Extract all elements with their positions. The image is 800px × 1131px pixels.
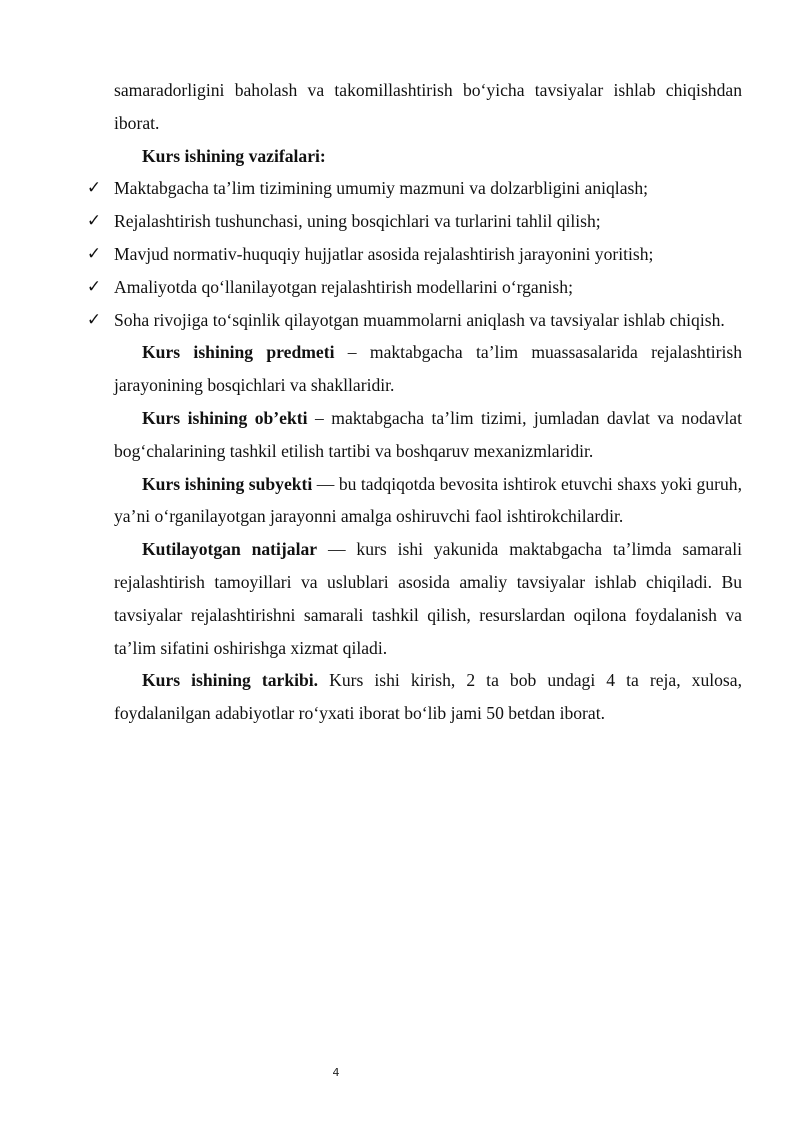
checkmark-icon: ✓	[86, 243, 102, 264]
list-item-text: Rejalashtirish tushunchasi, uning bosqichlari va turlarini tahlil qilish;	[114, 211, 601, 232]
predmet-paragraph	[114, 336, 742, 402]
tarkibi-text: Kurs ishi kirish, 2 ta bob undagi 4 ta reja, xulosa, foydalanilgan adabiyotlar ro‘yxati iborat bo‘lib jami 50 betdan iborat.	[114, 670, 742, 724]
tasks-list	[86, 172, 742, 336]
checkmark-icon: ✓	[86, 276, 102, 297]
list-item-text: Amaliyotda qo‘llanilayotgan rejalashtirish modellarini o‘rganish;	[114, 276, 573, 297]
page-content	[86, 74, 742, 730]
tasks-heading: Kurs ishining vazifalari:	[142, 145, 326, 166]
obekt-label: Kurs ishining ob’ekti	[142, 407, 308, 428]
list-item-text: Maktabgacha ta’lim tizimining umumiy mazmuni va dolzarbligini aniqlash;	[114, 178, 649, 199]
natijalar-paragraph	[114, 533, 742, 664]
obekt-text: – maktabgacha ta’lim tizimi, jumladan davlat va nodavlat bog‘chalarining tashkil etilish tartibi va boshqaruv mexanizmlaridir.	[114, 407, 742, 461]
predmet-text: – maktabgacha ta’lim muassasalarida rejalashtirish jarayonining bosqichlari va shakllaridir.	[114, 342, 742, 396]
predmet-label: Kurs ishining predmeti	[142, 342, 335, 363]
list-item	[86, 172, 742, 205]
list-item-text: Mavjud normativ-huquqiy hujjatlar asosida rejalashtirish jarayonini yoritish;	[114, 243, 654, 264]
intro-tail-paragraph: samaradorligini baholash va takomillashtirish bo‘yicha tavsiyalar ishlab chiqishdan iborat.	[114, 80, 742, 133]
checkmark-icon: ✓	[86, 309, 102, 330]
list-item-text: Soha rivojiga to‘sqinlik qilayotgan muammolarni aniqlash va tavsiyalar ishlab chiqish.	[114, 309, 725, 330]
subyekt-paragraph	[114, 468, 742, 534]
list-item	[86, 271, 742, 304]
checkmark-icon: ✓	[86, 211, 102, 232]
page-number: 4	[332, 1066, 340, 1079]
natijalar-text: — kurs ishi yakunida maktabgacha ta’limda samarali rejalashtirish tamoyillari va uslublari asosida amaliy tavsiyalar ishlab chiqiladi. Bu tavsiyalar rejalashtirishni samarali tashkil qilish, resurslardan oqilona foydalanish va ta’lim sifatini oshirishga xizmat qiladi.	[114, 539, 742, 658]
list-item	[86, 205, 742, 238]
checkmark-icon: ✓	[86, 178, 102, 199]
list-item	[86, 238, 742, 271]
obekt-paragraph	[114, 402, 742, 468]
natijalar-label: Kutilayotgan natijalar	[142, 539, 318, 560]
tarkibi-label: Kurs ishining tarkibi.	[142, 670, 319, 691]
list-item	[86, 304, 742, 337]
tarkibi-paragraph	[114, 664, 742, 730]
subyekt-label: Kurs ishining subyekti	[142, 473, 313, 494]
subyekt-text: — bu tadqiqotda bevosita ishtirok etuvchi shaxs yoki guruh, ya’ni o‘rganilayotgan jarayonni amalga oshiruvchi faol ishtirokchilardir.	[114, 473, 742, 527]
